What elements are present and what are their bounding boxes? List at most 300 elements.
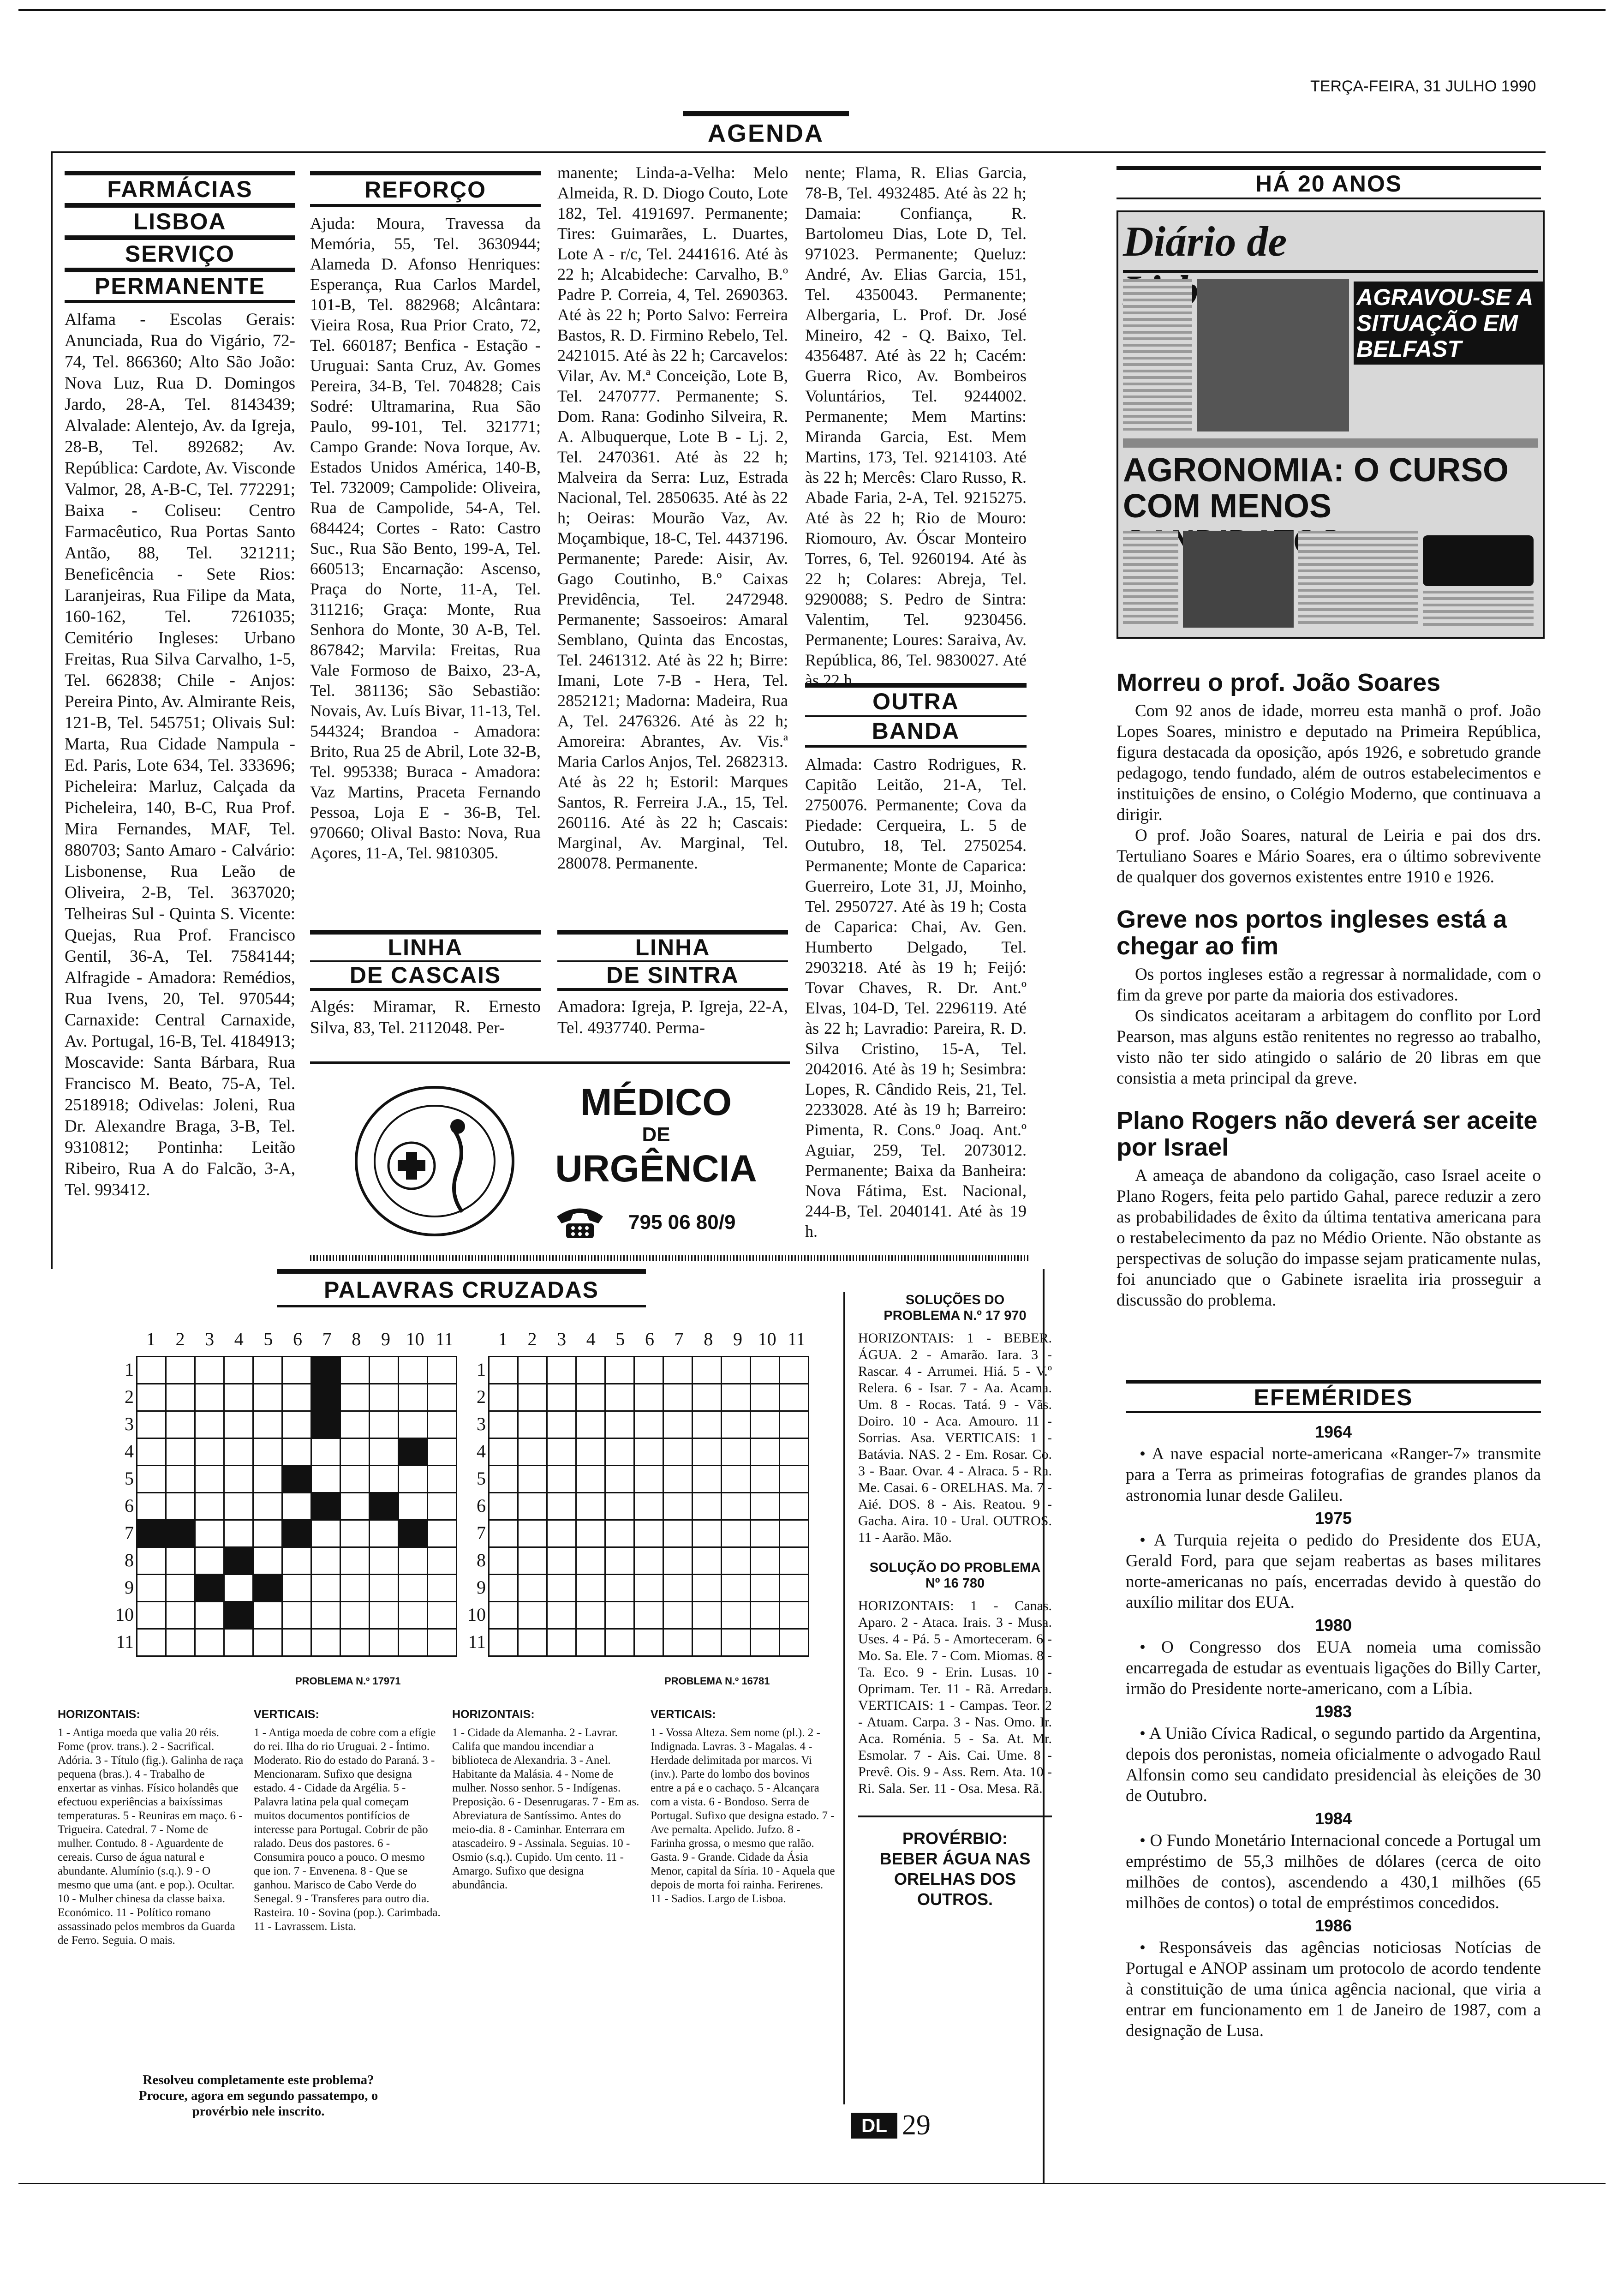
- grid1-row-numbers: [106, 1356, 134, 1655]
- reforco-column: [310, 171, 541, 863]
- grid-cell[interactable]: [428, 1438, 457, 1466]
- news-paragraph: A ameaça de abandono da coligação, caso Israel aceite o Plano Rogers, feita pelo partido Gahal, parece reduzir a zero as probabilidades de êxito da última tentativa americana para o restabelecimento da paz no Médio Oriente. Não obstante as perspectivas de solução do impasse sejam praticamente nulas, foi anunciado que o Gabinete israelita iria prosseguir a discussão do problema.: [1116, 1166, 1541, 1310]
- grid-cell[interactable]: [166, 1384, 195, 1411]
- grid-cell[interactable]: [634, 1357, 663, 1384]
- grid-cell[interactable]: [518, 1411, 547, 1438]
- grid-cell[interactable]: [780, 1575, 809, 1602]
- grid-cell[interactable]: [693, 1438, 722, 1466]
- grid-cell[interactable]: [518, 1438, 547, 1466]
- proverb-title: PROVÉRBIO:: [858, 1816, 1052, 1849]
- black-cell: [311, 1411, 340, 1438]
- efemeride-text: • A Turquia rejeita o pedido do Presidente dos EUA, Gerald Ford, para que sejam reabertas as bases militares norte-americanas no país, encerradas devido à questão do auxílio militar dos EUA.: [1126, 1531, 1541, 1612]
- linha-sintra-text: Amadora: Igreja, P. Igreja, 22-A, Tel. 4937740. Perma-: [557, 997, 788, 1037]
- grid2-row-numbers: [458, 1356, 486, 1655]
- grid-cell[interactable]: [780, 1547, 809, 1575]
- grid-cell[interactable]: [137, 1602, 166, 1629]
- dotted-separator: [310, 1255, 1030, 1261]
- grid-cell[interactable]: [605, 1629, 634, 1656]
- grid-cell[interactable]: [253, 1357, 282, 1384]
- grid-cell[interactable]: [751, 1357, 780, 1384]
- news-paragraph: Os portos ingleses estão a regressar à normalidade, com o fim da greve por parte da maioria dos estivadores.: [1116, 965, 1541, 1005]
- grid-cell[interactable]: [166, 1357, 195, 1384]
- grid-cell[interactable]: [311, 1629, 340, 1656]
- grid-cell[interactable]: [663, 1547, 693, 1575]
- grid-cell[interactable]: [605, 1493, 634, 1520]
- grid-cell[interactable]: [282, 1438, 311, 1466]
- grid-cell[interactable]: [722, 1384, 751, 1411]
- grid-cell[interactable]: [518, 1466, 547, 1493]
- row-number: 4: [477, 1441, 486, 1462]
- grid-cell[interactable]: [722, 1493, 751, 1520]
- grid-cell[interactable]: [399, 1629, 428, 1656]
- grid-cell[interactable]: [663, 1411, 693, 1438]
- grid-cell[interactable]: [340, 1493, 370, 1520]
- grid-cell[interactable]: [780, 1629, 809, 1656]
- grid-cell[interactable]: [370, 1411, 399, 1438]
- grid-cell[interactable]: [166, 1438, 195, 1466]
- grid-cell[interactable]: [722, 1602, 751, 1629]
- grid-cell[interactable]: [370, 1357, 399, 1384]
- grid-cell[interactable]: [751, 1629, 780, 1656]
- left-frame: [51, 152, 53, 1269]
- grid-cell[interactable]: [547, 1384, 576, 1411]
- grid-cell[interactable]: [399, 1547, 428, 1575]
- grid-cell[interactable]: [518, 1602, 547, 1629]
- permanente-title: PERMANENTE: [65, 270, 295, 303]
- grid-cell[interactable]: [576, 1520, 605, 1547]
- grid-cell[interactable]: [751, 1384, 780, 1411]
- efemeride-year: 1975: [1314, 1509, 1352, 1528]
- grid-cell[interactable]: [780, 1357, 809, 1384]
- bottom-rule: [18, 2183, 1606, 2184]
- grid-cell[interactable]: [634, 1438, 663, 1466]
- grid-cell[interactable]: [399, 1411, 428, 1438]
- grid-cell[interactable]: [428, 1411, 457, 1438]
- grid-cell[interactable]: [605, 1575, 634, 1602]
- grid-cell[interactable]: [282, 1602, 311, 1629]
- outra-banda-title2: BANDA: [805, 715, 1027, 748]
- news-paragraph: Os sindicatos aceitaram a arbitagem do conflito por Lord Pearson, mas alguns estão renitentes no regresso ao trabalho, visto não ter sido atingido o salário de 20 libras em que consistia a meta principal da greve.: [1116, 1007, 1541, 1088]
- col-number: 9: [381, 1329, 390, 1349]
- grid-cell[interactable]: [137, 1357, 166, 1384]
- grid-cell[interactable]: [634, 1520, 663, 1547]
- grid-cell[interactable]: [282, 1384, 311, 1411]
- grid-cell[interactable]: [693, 1520, 722, 1547]
- grid-cell[interactable]: [253, 1493, 282, 1520]
- grid-cell[interactable]: [634, 1602, 663, 1629]
- grid-cell[interactable]: [253, 1602, 282, 1629]
- grid-cell[interactable]: [195, 1547, 224, 1575]
- grid-cell[interactable]: [780, 1411, 809, 1438]
- grid-cell[interactable]: [663, 1575, 693, 1602]
- grid-cell[interactable]: [722, 1466, 751, 1493]
- grid-cell[interactable]: [605, 1411, 634, 1438]
- medico-line2: DE: [642, 1123, 670, 1146]
- grid-cell[interactable]: [489, 1438, 518, 1466]
- grid-cell[interactable]: [428, 1602, 457, 1629]
- grid-cell[interactable]: [722, 1520, 751, 1547]
- grid-cell[interactable]: [634, 1575, 663, 1602]
- grid-cell[interactable]: [663, 1493, 693, 1520]
- grid-cell[interactable]: [340, 1466, 370, 1493]
- grid-cell[interactable]: [518, 1520, 547, 1547]
- grid-cell[interactable]: [340, 1438, 370, 1466]
- grid-cell[interactable]: [311, 1438, 340, 1466]
- grid-cell[interactable]: [634, 1493, 663, 1520]
- p2-horizontais: [452, 1708, 641, 1892]
- row-number: 1: [477, 1359, 486, 1380]
- crossword-grid-2: [488, 1356, 809, 1657]
- col-number: 11: [787, 1329, 806, 1349]
- grid-cell[interactable]: [224, 1438, 253, 1466]
- grid-cell[interactable]: [489, 1384, 518, 1411]
- grid-cell[interactable]: [576, 1547, 605, 1575]
- grid-cell[interactable]: [663, 1466, 693, 1493]
- grid-cell[interactable]: [489, 1357, 518, 1384]
- black-cell: [311, 1493, 340, 1520]
- grid-cell[interactable]: [693, 1575, 722, 1602]
- row-number: 5: [477, 1468, 486, 1489]
- col-number: 8: [352, 1329, 361, 1349]
- agenda-top-bar: [683, 111, 849, 116]
- grid-cell[interactable]: [489, 1575, 518, 1602]
- grid-cell[interactable]: [634, 1384, 663, 1411]
- grid-cell[interactable]: [370, 1602, 399, 1629]
- grid-cell[interactable]: [751, 1493, 780, 1520]
- grid-cell[interactable]: [751, 1520, 780, 1547]
- grid-cell[interactable]: [399, 1602, 428, 1629]
- grid-cell[interactable]: [195, 1411, 224, 1438]
- row-number: 7: [477, 1522, 486, 1543]
- grid-cell[interactable]: [722, 1357, 751, 1384]
- grid-cell[interactable]: [340, 1411, 370, 1438]
- grid-cell[interactable]: [370, 1547, 399, 1575]
- grid-cell[interactable]: [663, 1357, 693, 1384]
- grid-cell[interactable]: [282, 1575, 311, 1602]
- efemeride-year: 1980: [1314, 1616, 1352, 1635]
- grid-cell[interactable]: [489, 1466, 518, 1493]
- grid-cell[interactable]: [489, 1411, 518, 1438]
- grid-cell[interactable]: [224, 1384, 253, 1411]
- grid-cell[interactable]: [751, 1466, 780, 1493]
- archive-headline2: AGRONOMIA: O CURSO COM MENOS: [1123, 452, 1509, 525]
- efemeride-text: • A União Cívica Radical, o segundo partido da Argentina, depois dos peronistas, nomeia oficialmente o advogado Raul Alfonsin como seu candidato presidencial às eleições de 30 de Outubro.: [1126, 1724, 1541, 1805]
- grid-cell[interactable]: [663, 1438, 693, 1466]
- grid-cell[interactable]: [693, 1493, 722, 1520]
- grid-cell[interactable]: [547, 1466, 576, 1493]
- grid-cell[interactable]: [428, 1493, 457, 1520]
- grid-cell[interactable]: [693, 1357, 722, 1384]
- grid-cell[interactable]: [224, 1411, 253, 1438]
- grid-cell[interactable]: [166, 1575, 195, 1602]
- grid-cell[interactable]: [693, 1384, 722, 1411]
- grid-cell[interactable]: [428, 1466, 457, 1493]
- grid-cell[interactable]: [693, 1547, 722, 1575]
- grid-cell[interactable]: [195, 1602, 224, 1629]
- grid-cell[interactable]: [780, 1384, 809, 1411]
- grid-cell[interactable]: [253, 1438, 282, 1466]
- clue-text: 1 - Cidade da Alemanha. 2 - Lavrar. Califa que mandou incendiar a biblioteca de Alexandria. 3 - Anel. Habitante da Malásia. 4 - Nome de mulher. Nosso senhor. 5 - Indígenas. Preposição. 6 - Desenrugaras. 7 - Em as. Abreviatura de Santíssimo. Antes do meio-dia. 8 - Caminhar. Enterrara em atascadeiro. 9 - Assinala. Seguias. 10 - Osmio (s.q.). Cupido. Um cento. 11 - Amargo. Sufixo que designa abundância.: [452, 1726, 639, 1891]
- grid-cell[interactable]: [489, 1629, 518, 1656]
- problem1-label: PROBLEMA N.º 17971: [295, 1675, 401, 1687]
- grid-cell[interactable]: [166, 1602, 195, 1629]
- grid-cell[interactable]: [137, 1547, 166, 1575]
- lisboa-title: LISBOA: [65, 206, 295, 238]
- grid-cell[interactable]: [693, 1411, 722, 1438]
- grid-cell[interactable]: [518, 1384, 547, 1411]
- grid-cell[interactable]: [195, 1357, 224, 1384]
- grid-cell[interactable]: [722, 1411, 751, 1438]
- grid-cell[interactable]: [576, 1411, 605, 1438]
- grid-cell[interactable]: [634, 1466, 663, 1493]
- grid-cell[interactable]: [137, 1438, 166, 1466]
- grid-cell[interactable]: [751, 1411, 780, 1438]
- grid-cell[interactable]: [663, 1520, 693, 1547]
- grid-cell[interactable]: [340, 1384, 370, 1411]
- grid-cell[interactable]: [224, 1357, 253, 1384]
- grid-cell[interactable]: [576, 1357, 605, 1384]
- grid-cell[interactable]: [399, 1493, 428, 1520]
- grid-cell[interactable]: [428, 1357, 457, 1384]
- grid-cell[interactable]: [428, 1520, 457, 1547]
- grid-cell[interactable]: [282, 1357, 311, 1384]
- grid-cell[interactable]: [137, 1466, 166, 1493]
- grid-cell[interactable]: [605, 1357, 634, 1384]
- grid-cell[interactable]: [489, 1602, 518, 1629]
- black-cell: [166, 1520, 195, 1547]
- archive-headline1: AGRAVOU-SE A SITUAÇÃO EM BELFAST: [1354, 282, 1544, 365]
- grid-cell[interactable]: [137, 1575, 166, 1602]
- col-number: 9: [733, 1329, 742, 1349]
- grid-cell[interactable]: [605, 1520, 634, 1547]
- grid-cell[interactable]: [663, 1602, 693, 1629]
- grid-cell[interactable]: [282, 1411, 311, 1438]
- grid-cell[interactable]: [224, 1629, 253, 1656]
- grid-cell[interactable]: [195, 1520, 224, 1547]
- grid-cell[interactable]: [166, 1547, 195, 1575]
- grid-cell[interactable]: [547, 1629, 576, 1656]
- archive-photo-belfast: [1197, 279, 1349, 431]
- grid-cell[interactable]: [489, 1547, 518, 1575]
- reforco-title: REFORÇO: [310, 171, 541, 207]
- grid-cell[interactable]: [195, 1493, 224, 1520]
- grid-cell[interactable]: [576, 1384, 605, 1411]
- grid-cell[interactable]: [576, 1575, 605, 1602]
- grid-cell[interactable]: [340, 1547, 370, 1575]
- grid-cell[interactable]: [282, 1629, 311, 1656]
- clue-text: 1 - Antiga moeda de cobre com a efígie do rei. Ilha do rio Uruguai. 2 - Íntimo. Moderato. Rio do estado do Paraná. 3 - Mencionaram. Sufixo que designa estado. 4 - Cidade da Argélia. 5 - Palavra latina pela qual começam muitos documentos pontifícios de interesse para Portugal. Cobrir de pão ralado. Deus dos pastores. 6 - Consumira pouco a pouco. O mesmo que ion. 7 - Envenena. 8 - Que se ganhou. Marisco de Cabo Verde do Senegal. 9 - Transferes para outro dia. Rasteira. 10 - Sovina (pop.). Carimbada. 11 - Lavrassem. Lista.: [254, 1726, 441, 1933]
- grid-cell[interactable]: [693, 1466, 722, 1493]
- grid-cell[interactable]: [547, 1547, 576, 1575]
- archive-text-col-2: [1123, 531, 1178, 628]
- column-3: [557, 162, 788, 873]
- grid-cell[interactable]: [311, 1520, 340, 1547]
- grid-cell[interactable]: [137, 1629, 166, 1656]
- grid-cell[interactable]: [780, 1438, 809, 1466]
- grid-cell[interactable]: [224, 1520, 253, 1547]
- grid-cell[interactable]: [780, 1493, 809, 1520]
- grid-cell[interactable]: [166, 1466, 195, 1493]
- efemeride-year: 1986: [1314, 1916, 1352, 1935]
- grid-cell[interactable]: [547, 1357, 576, 1384]
- grid-cell[interactable]: [253, 1384, 282, 1411]
- grid-cell[interactable]: [605, 1547, 634, 1575]
- grid-cell[interactable]: [195, 1384, 224, 1411]
- grid-cell[interactable]: [253, 1629, 282, 1656]
- grid-cell[interactable]: [137, 1493, 166, 1520]
- clue-heading: HORIZONTAIS:: [58, 1708, 140, 1721]
- grid-cell[interactable]: [576, 1438, 605, 1466]
- dl-logo: DL: [851, 2113, 897, 2139]
- p1-horizontais: [58, 1708, 245, 1947]
- grid-cell[interactable]: [547, 1575, 576, 1602]
- grid-cell[interactable]: [224, 1466, 253, 1493]
- grid-cell[interactable]: [576, 1629, 605, 1656]
- solucoes-text2: HORIZONTAIS: 1 - Canas. Aparo. 2 - Ataca. Irais. 3 - Musa. Uses. 4 - Pá. 5 - Amorteceram. 6 - Mo. Sa. Ele. 7 - Com. Miomas. 8 - Ta. Eco. 9 - Erin. Lusas. 10 - Oprimam. Ter. 11 - Rã. Arredara. VERTICAIS: 1 - Campas. Teor. 2 - Atuam. Carpa. 3 - Nas. Omo. Ir. Aca. Roménia. 5 - Sa. At. Mr. Esmolar. 7 - Ais. Cai. Ume. 8 - Prevê. Ois. 9 - Ass. Rem. Ata. 10 - Ri. Sala. Ser. 11 - Osa. Mesa. Rã.: [858, 1598, 1052, 1796]
- grid-cell[interactable]: [428, 1629, 457, 1656]
- grid-cell[interactable]: [166, 1411, 195, 1438]
- grid-cell[interactable]: [195, 1466, 224, 1493]
- farmacias-title: FARMÁCIAS: [65, 171, 295, 206]
- grid-cell[interactable]: [340, 1629, 370, 1656]
- grid-cell[interactable]: [311, 1547, 340, 1575]
- clinica-logo-icon: [347, 1078, 522, 1244]
- archive-text-col: [1123, 279, 1192, 431]
- grid-cell[interactable]: [399, 1575, 428, 1602]
- grid-cell[interactable]: [166, 1629, 195, 1656]
- crossword-top-bar: [277, 1269, 646, 1274]
- grid-cell[interactable]: [195, 1629, 224, 1656]
- grid-cell[interactable]: [751, 1602, 780, 1629]
- grid-cell[interactable]: [634, 1629, 663, 1656]
- linha-cascais-title2: DE CASCAIS: [310, 960, 541, 991]
- col-number: 10: [758, 1329, 776, 1349]
- grid-cell[interactable]: [311, 1466, 340, 1493]
- grid-cell[interactable]: [518, 1357, 547, 1384]
- solucoes-title2: SOLUÇÃO DO PROBLEMA Nº 16 780: [869, 1560, 1041, 1591]
- grid-cell[interactable]: [282, 1547, 311, 1575]
- grid-cell[interactable]: [722, 1575, 751, 1602]
- grid-cell[interactable]: [370, 1629, 399, 1656]
- grid-cell[interactable]: [370, 1520, 399, 1547]
- grid-cell[interactable]: [547, 1493, 576, 1520]
- medico-urgencia-box: [310, 1061, 790, 1258]
- news-title: Morreu o prof. João Soares: [1116, 669, 1441, 696]
- row-number: 7: [125, 1522, 134, 1543]
- clue-text: 1 - Vossa Alteza. Sem nome (pl.). 2 - Indignada. Lavras. 3 - Magalas. 4 - Herdade delimitada por marcos. Vi (inv.). Parte do lombo dos bovinos entre a pá e o cachaço. 5 - Alcançara com a vista. 6 - Bondoso. Serra de Portugal. Sufixo que designa estado. 7 - Ave pernalta. Apelido. Jufzo. 8 - Farinha grossa, o mesmo que ralão. Gasta. 9 - Grande. Cidade da Ásia Menor, capital da Síria. 10 - Aquela que depois de morta foi rainha. Ferirenes. 11 - Sadios. Largo de Lisboa.: [651, 1726, 835, 1905]
- clue-heading: HORIZONTAIS:: [452, 1708, 535, 1721]
- ha-20-anos-title: HÁ 20 ANOS: [1116, 166, 1541, 199]
- news-column: [1116, 669, 1541, 1311]
- grid-cell[interactable]: [518, 1575, 547, 1602]
- grid-cell[interactable]: [518, 1493, 547, 1520]
- grid-cell[interactable]: [253, 1520, 282, 1547]
- grid-cell[interactable]: [751, 1575, 780, 1602]
- grid-cell[interactable]: [253, 1547, 282, 1575]
- grid-cell[interactable]: [137, 1411, 166, 1438]
- grid-cell[interactable]: [137, 1384, 166, 1411]
- grid-cell[interactable]: [428, 1547, 457, 1575]
- grid-cell[interactable]: [489, 1493, 518, 1520]
- grid-cell[interactable]: [282, 1493, 311, 1520]
- black-cell: [137, 1520, 166, 1547]
- grid-cell[interactable]: [253, 1411, 282, 1438]
- grid-cell[interactable]: [547, 1602, 576, 1629]
- grid-cell[interactable]: [634, 1411, 663, 1438]
- grid-cell[interactable]: [224, 1493, 253, 1520]
- grid-cell[interactable]: [547, 1438, 576, 1466]
- grid-cell[interactable]: [722, 1547, 751, 1575]
- grid-cell[interactable]: [576, 1493, 605, 1520]
- grid-cell[interactable]: [693, 1602, 722, 1629]
- grid-cell[interactable]: [751, 1547, 780, 1575]
- top-rule: [18, 9, 1606, 11]
- agenda-title: AGENDA: [707, 120, 824, 147]
- grid-cell[interactable]: [722, 1438, 751, 1466]
- grid-cell[interactable]: [340, 1602, 370, 1629]
- grid-cell[interactable]: [751, 1438, 780, 1466]
- grid-cell[interactable]: [195, 1438, 224, 1466]
- grid1-col-numbers: [136, 1328, 459, 1350]
- grid-cell[interactable]: [311, 1575, 340, 1602]
- grid-cell[interactable]: [780, 1520, 809, 1547]
- grid-cell[interactable]: [399, 1466, 428, 1493]
- grid-cell[interactable]: [370, 1575, 399, 1602]
- grid-cell[interactable]: [780, 1602, 809, 1629]
- grid-cell[interactable]: [693, 1629, 722, 1656]
- grid-cell[interactable]: [663, 1384, 693, 1411]
- grid-cell[interactable]: [370, 1466, 399, 1493]
- col-number: 3: [205, 1329, 215, 1349]
- grid-cell[interactable]: [224, 1575, 253, 1602]
- grid-cell[interactable]: [547, 1411, 576, 1438]
- grid-cell[interactable]: [576, 1602, 605, 1629]
- farmacias-text: Alfama - Escolas Gerais: Anunciada, Rua do Vigário, 72-74, Tel. 866360; Alto São João: Nova Luz, Rua D. Domingos Jardo, 28-A, Tel. 8143439; Alvalade: Alentejo, Av. da Igreja, 28-B, Tel. 892682; Av. República: Cardote, Av. Visconde Valmor, 28, A-B-C, Tel. 772291; Baixa - Coliseu: Centro Farmacêutico, Rua Portas Santo Antão, 88, Tel. 321211; Beneficência - Sete Rios: Laranjeiras, Rua Filipe da Mata, 160-162, Tel. 7261035; Cemitério Ingleses: Urbano Freitas, Rua Silva Carvalho, 1-5, Tel. 662838; Chile - Anjos: Pereira Pinto, Av. Almirante Reis, 121-B, Tel. 545751; Olivais Sul: Marta, Rua Cidade Nampula - Ed. Paris, Lote 634, Tel. 333696; Picheleira: Marluz, Calçada da Picheleira, 140, B-C, Rua Prof. Mira Fernandes, MAF, Tel. 880703; Santo Amaro - Calvário: Lisbonense, Rua Leão de Oliveira, 2-B, Tel. 3637020; Telheiras Sul - Quinta S. Vicente: Quejas, Rua Prof. Francisco Gentil, 36-A, Tel. 7584144; Alfragide - Amadora: Remédios, Rua Ivens, 20, Tel. 970544; Carnaxide: Central Carnaxide, Av. Portugal, 16-B, Tel. 4184913; Moscavide: Santa Bárbara, Rua Francisco M. Beato, 75-A, Tel. 2518918; Odivelas: Joleni, Rua Dr. Alexandre Braga, 3-B, Tel. 9310812; Pontinha: Leitão Ribeiro, Rua A do Falcão, 3-A, Tel. 993412.: [65, 310, 295, 1199]
- grid-cell[interactable]: [605, 1466, 634, 1493]
- col-number: 11: [435, 1329, 454, 1349]
- grid-cell[interactable]: [605, 1438, 634, 1466]
- grid-cell[interactable]: [722, 1629, 751, 1656]
- grid-cell[interactable]: [340, 1357, 370, 1384]
- grid-cell[interactable]: [340, 1575, 370, 1602]
- grid-cell[interactable]: [166, 1493, 195, 1520]
- grid-cell[interactable]: [370, 1384, 399, 1411]
- grid-cell[interactable]: [370, 1438, 399, 1466]
- crossword-grid-1: [136, 1356, 457, 1657]
- grid-cell[interactable]: [518, 1629, 547, 1656]
- grid-cell[interactable]: [547, 1520, 576, 1547]
- grid-cell[interactable]: [605, 1602, 634, 1629]
- grid-cell[interactable]: [780, 1466, 809, 1493]
- grid-cell[interactable]: [489, 1520, 518, 1547]
- grid-cell[interactable]: [518, 1547, 547, 1575]
- grid-cell[interactable]: [399, 1357, 428, 1384]
- grid-cell[interactable]: [340, 1520, 370, 1547]
- grid-cell[interactable]: [399, 1384, 428, 1411]
- grid-cell[interactable]: [634, 1547, 663, 1575]
- grid-cell[interactable]: [428, 1575, 457, 1602]
- grid-cell[interactable]: [311, 1602, 340, 1629]
- proverb-text: BEBER ÁGUA NAS ORELHAS DOS OUTROS.: [879, 1849, 1031, 1909]
- grid-cell[interactable]: [253, 1466, 282, 1493]
- archive-photo-portrait: [1183, 531, 1294, 628]
- grid-cell[interactable]: [576, 1466, 605, 1493]
- grid-cell[interactable]: [663, 1629, 693, 1656]
- servico-title: SERVIÇO: [65, 238, 295, 270]
- outra-banda-title1: OUTRA: [805, 683, 1027, 715]
- grid-cell[interactable]: [605, 1384, 634, 1411]
- grid-cell[interactable]: [428, 1384, 457, 1411]
